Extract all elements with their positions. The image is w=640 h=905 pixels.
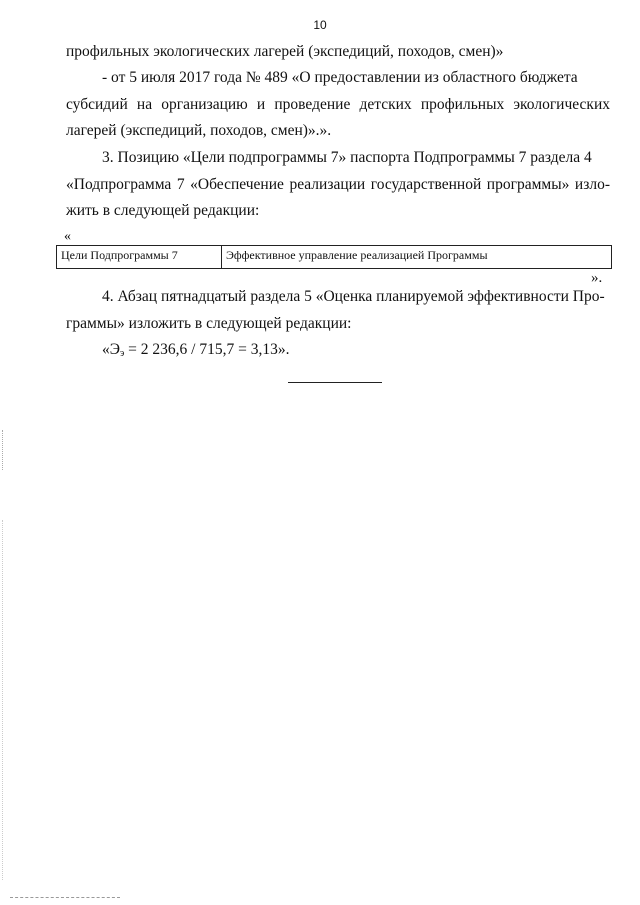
paragraph-line: «Подпрограмма 7 «Обеспечение реализации государственной программы» изло- (66, 176, 610, 193)
paragraph-line: жить в следующей редакции: (66, 202, 260, 219)
paragraph-line: лагерей (экспедиций, походов, смен)».». (66, 122, 332, 139)
scan-margin-mark (2, 430, 4, 470)
scan-bottom-mark (10, 897, 120, 898)
paragraph-line: 4. Абзац пятнадцатый раздела 5 «Оценка планируемой эффективности Про- (102, 288, 605, 305)
opening-quote: « (64, 229, 71, 244)
page-number: 10 (313, 18, 327, 32)
table-row (57, 246, 612, 269)
formula-rest: = 2 236,6 / 715,7 = 3,13». (124, 341, 290, 358)
separator-line (288, 382, 382, 383)
paragraph-line: 3. Позицию «Цели подпрограммы 7» паспорта Подпрограммы 7 раздела 4 (102, 149, 592, 166)
formula-subscript: э (119, 348, 125, 359)
closing-quote: ». (591, 270, 603, 286)
goals-table (56, 245, 612, 269)
table-cell-value: Эффективное управление реализацией Программы (222, 246, 612, 269)
scan-margin-mark (2, 520, 4, 880)
paragraph-line: субсидий на организацию и проведение детских профильных экологических (66, 96, 610, 113)
paragraph-line: - от 5 июля 2017 года № 489 «О предоставлении из областного бюджета (102, 69, 578, 86)
paragraph-line: профильных экологических лагерей (экспедиций, походов, смен)» (66, 43, 504, 60)
formula (102, 340, 289, 364)
table-cell-label: Цели Подпрограммы 7 (57, 246, 222, 269)
formula-prefix: «Э (102, 341, 120, 358)
paragraph-line: граммы» изложить в следующей редакции: (66, 315, 352, 332)
